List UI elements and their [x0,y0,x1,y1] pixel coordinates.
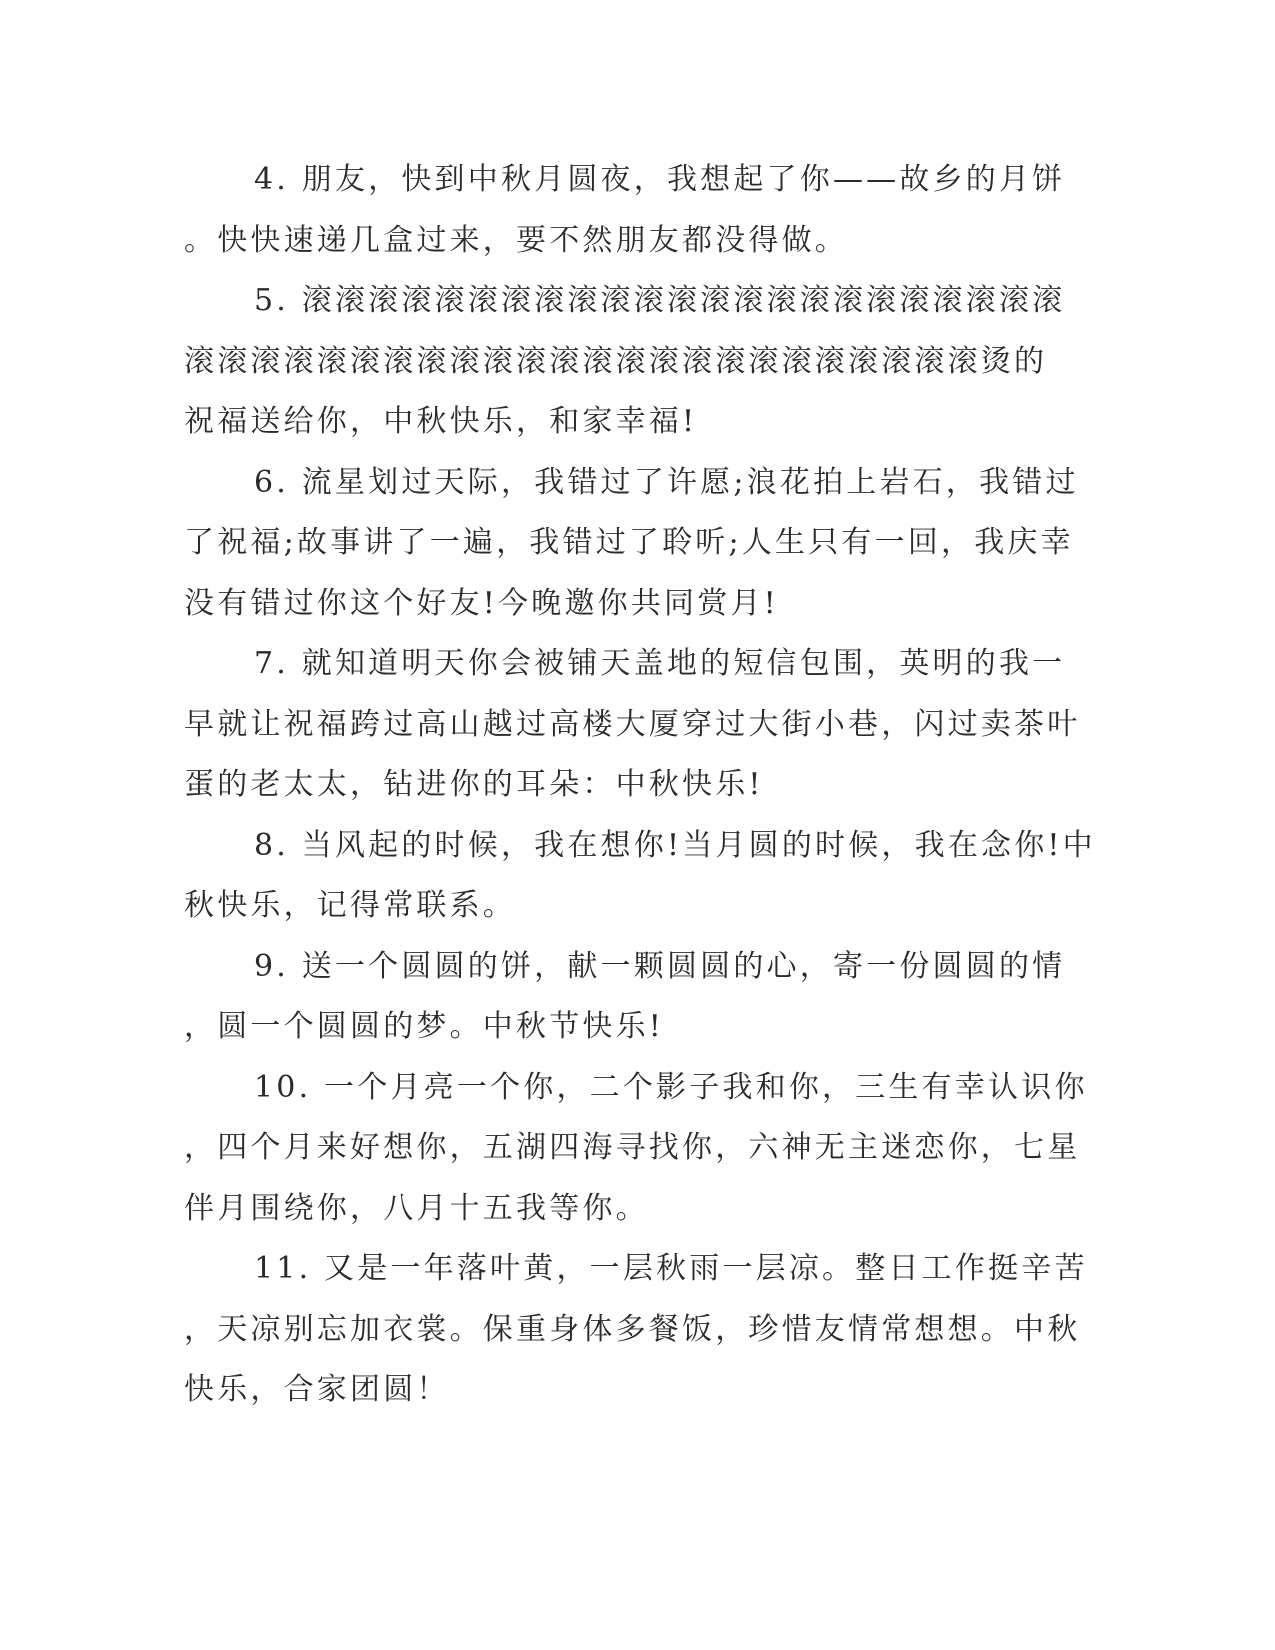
paragraph-line: 伴月围绕你，八月十五我等你。 [184,1190,649,1226]
paragraph-9 [184,937,1064,1058]
paragraph-line: 7. 就知道明天你会被铺天盖地的短信包围，英明的我一 [254,646,1066,681]
paragraph-11 [184,1239,1088,1421]
paragraph-line: 没有错过你这个好友!今晚邀你共同赏月! [184,585,779,621]
paragraph-5 [184,271,1064,453]
paragraph-line: 早就让祝福跨过高山越过高楼大厦穿过大街小巷，闪过卖茶叶 [184,706,1081,742]
paragraph-line: ，天凉别忘加衣裳。保重身体多餐饭，珍惜友情常想想。中秋 [184,1311,1081,1347]
paragraph-line: 4. 朋友，快到中秋月圆夜，我想起了你——故乡的月饼 [254,162,1066,197]
document-body [184,150,1096,1421]
paragraph-line: ，圆一个圆圆的梦。中秋节快乐! [184,1009,665,1044]
paragraph-7 [184,634,1081,816]
paragraph-line: 祝福送给你，中秋快乐，和家幸福! [184,404,698,439]
paragraph-6 [184,453,1079,635]
paragraph-line: 11. 又是一年落叶黄，一层秋雨一层凉。整日工作挺辛苦 [254,1251,1088,1286]
paragraph-line: 5. 滚滚滚滚滚滚滚滚滚滚滚滚滚滚滚滚滚滚滚滚滚滚滚 [254,283,1066,318]
paragraph-8 [184,816,1096,937]
paragraph-line: 滚滚滚滚滚滚滚滚滚滚滚滚滚滚滚滚滚滚滚滚滚滚滚滚烫的 [184,343,1048,379]
paragraph-line: 。快快速递几盒过来，要不然朋友都没得做。 [184,222,848,258]
paragraph-4 [184,150,1064,271]
paragraph-line: 6. 流星划过天际，我错过了许愿;浪花拍上岩石，我错过 [254,464,1079,500]
paragraph-line: 秋快乐，记得常联系。 [184,888,516,923]
paragraph-10 [184,1058,1088,1240]
paragraph-line: 蛋的老太太，钻进你的耳朵：中秋快乐! [184,767,764,802]
paragraph-line: 9. 送一个圆圆的饼，献一颗圆圆的心，寄一份圆圆的情 [254,948,1066,984]
paragraph-line: 10. 一个月亮一个你，二个影子我和你，三生有幸认识你 [254,1069,1088,1105]
paragraph-line: 快乐，合家团圆！ [184,1372,450,1407]
paragraph-line: 8. 当风起的时候，我在想你!当月圆的时候，我在念你!中 [254,827,1096,863]
paragraph-line: 了祝福;故事讲了一遍，我错过了聆听;人生只有一回，我庆幸 [184,525,1074,560]
paragraph-line: ，四个月来好想你，五湖四海寻找你，六神无主迷恋你，七星 [184,1130,1081,1165]
